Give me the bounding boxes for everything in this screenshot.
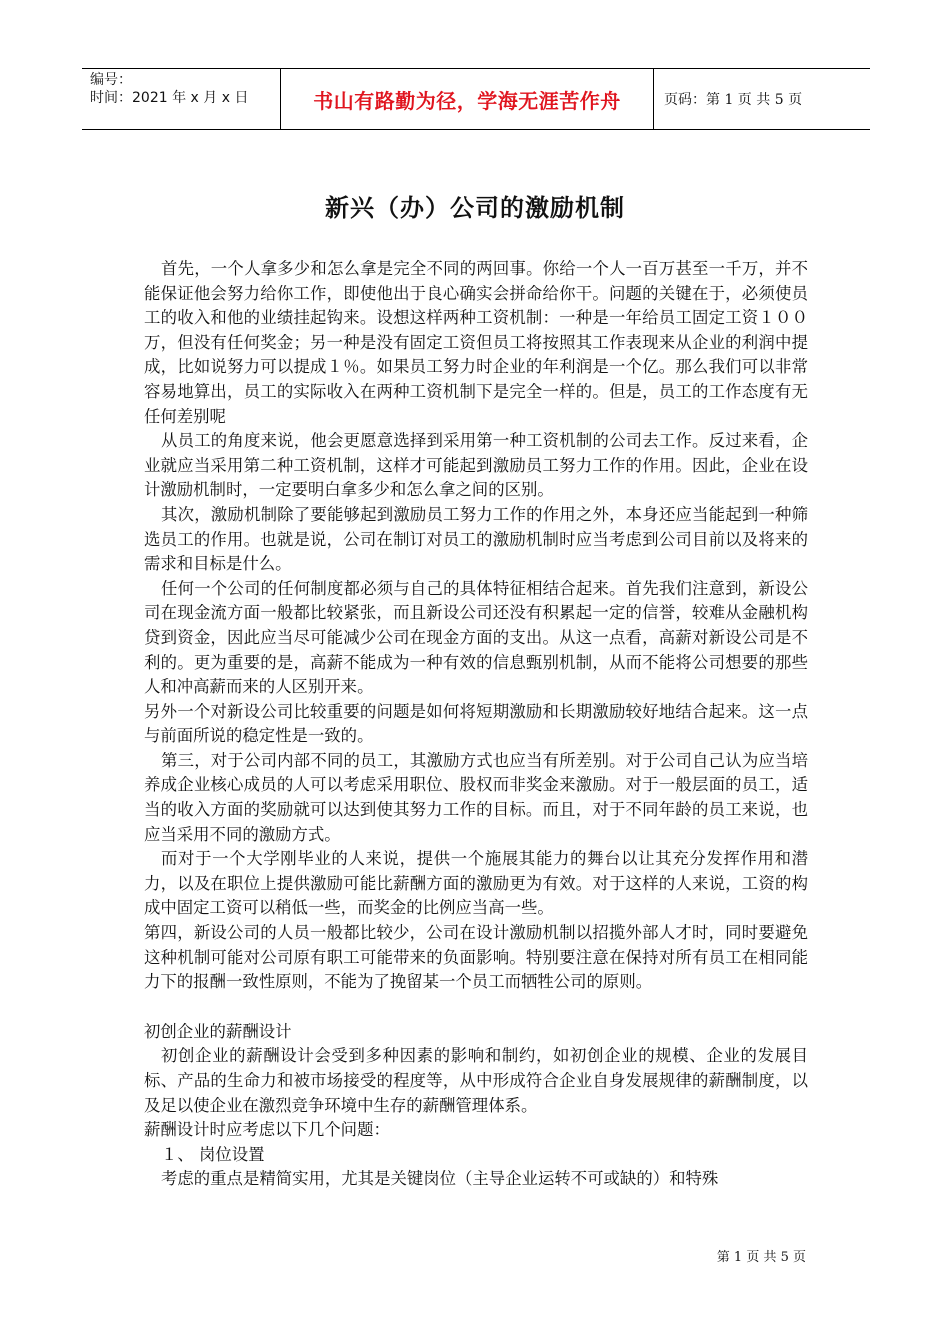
document-title: 新兴（办）公司的激励机制 bbox=[325, 194, 625, 222]
document-body bbox=[144, 257, 808, 1192]
paragraph: 首先，一个人拿多少和怎么拿是完全不同的两回事。你给一个人一百万甚至一千万，并不能保证他会努力给你工作，即使他出于良心确实会拼命给你干。问题的关键在于，必须使员工的收入和他的业绩挂起钩来。设想这样两种工资机制：一种是一年给员工固定工资１００万，但没有任何奖金；另一种是没有固定工资但员工将按照其工作表现来从企业的利润中提成，比如说努力可以提成１％。如果员工努力时企业的年利润是一个亿。那么我们可以非常容易地算出，员工的实际收入在两种工资机制下是完全一样的。但是，员工的工作态度有无任何差别呢 bbox=[144, 259, 808, 426]
paragraph: 任何一个公司的任何制度都必须与自己的具体特征相结合起来。首先我们注意到，新设公司在现金流方面一般都比较紧张，而且新设公司还没有积累起一定的信誉，较难从金融机构贷到资金，因此应当尽可能减少公司在现金方面的支出。从这一点看，高薪对新设公司是不利的。更为重要的是，高薪不能成为一种有效的信息甄别机制，从而不能将公司想要的那些人和冲高薪而来的人区别开来。 bbox=[144, 578, 808, 697]
page-footer: 第 1 页 共 5 页 bbox=[716, 1250, 806, 1265]
paragraph: 第四，新设公司的人员一般都比较少，公司在设计激励机制以招揽外部人才时，同时要避免这种机制可能对公司原有职工可能带来的负面影响。特别要注意在保持对所有员工在相同能力下的报酬一致性原则，不能为了挽留某一个员工而牺牲公司的原则。 bbox=[144, 923, 808, 992]
paragraph: 其次，激励机制除了要能够起到激励员工努力工作的作用之外，本身还应当能起到一种筛选员工的作用。也就是说，公司在制订对员工的激励机制时应当考虑到公司目前以及将来的需求和目标是什么。 bbox=[144, 504, 808, 574]
document-date-label: 时间：2021 年 x 月 x 日 bbox=[90, 90, 249, 106]
header-motto: 书山有路勤为径，学海无涯苦作舟 bbox=[313, 88, 621, 113]
paragraph: 考虑的重点是精简实用，尤其是关键岗位（主导企业运转不可或缺的）和特殊 bbox=[161, 1169, 719, 1189]
header-meta bbox=[82, 69, 280, 129]
list-item-heading: １、 岗位设置 bbox=[161, 1144, 265, 1164]
paragraph: 第三，对于公司内部不同的员工，其激励方式也应当有所差别。对于公司自己认为应当培养成企业核心成员的人可以考虑采用职位、股权而非奖金来激励。对于一般层面的员工，适当的收入方面的奖励就可以达到使其努力工作的目标。而且，对于不同年龄的员工来说，也应当采用不同的激励方式。 bbox=[144, 750, 808, 844]
header-motto-cell bbox=[280, 69, 654, 129]
paragraph: 从员工的角度来说，他会更愿意选择到采用第一种工资机制的公司去工作。反过来看，企业就应当采用第二种工资机制，这样才可能起到激励员工努力工作的作用。因此，企业在设计激励机制时，一定要明白拿多少和怎么拿之间的区别。 bbox=[144, 431, 808, 500]
page-header bbox=[82, 68, 870, 130]
header-page-info: 页码：第 1 页 共 5 页 bbox=[664, 92, 803, 108]
paragraph: 另外一个对新设公司比较重要的问题是如何将短期激励和长期激励较好地结合起来。这一点与前面所说的稳定性是一致的。 bbox=[144, 701, 808, 746]
paragraph: 初创企业的薪酬设计会受到多种因素的影响和制约，如初创企业的规模、企业的发展目标、产品的生命力和被市场接受的程度等，从中形成符合企业自身发展规律的薪酬制度，以及足以使企业在激烈竞争环境中生存的薪酬管理体系。 bbox=[144, 1046, 808, 1115]
document-number-label: 编号： bbox=[90, 72, 132, 88]
section-heading: 初创企业的薪酬设计 bbox=[144, 1021, 292, 1041]
paragraph: 而对于一个大学刚毕业的人来说，提供一个施展其能力的舞台以让其充分发挥作用和潜力，以及在职位上提供激励可能比薪酬方面的激励更为有效。对于这样的人来说，工资的构成中固定工资可以稍低一些，而奖金的比例应当高一些。 bbox=[144, 849, 808, 918]
paragraph: 薪酬设计时应考虑以下几个问题： bbox=[144, 1120, 390, 1140]
